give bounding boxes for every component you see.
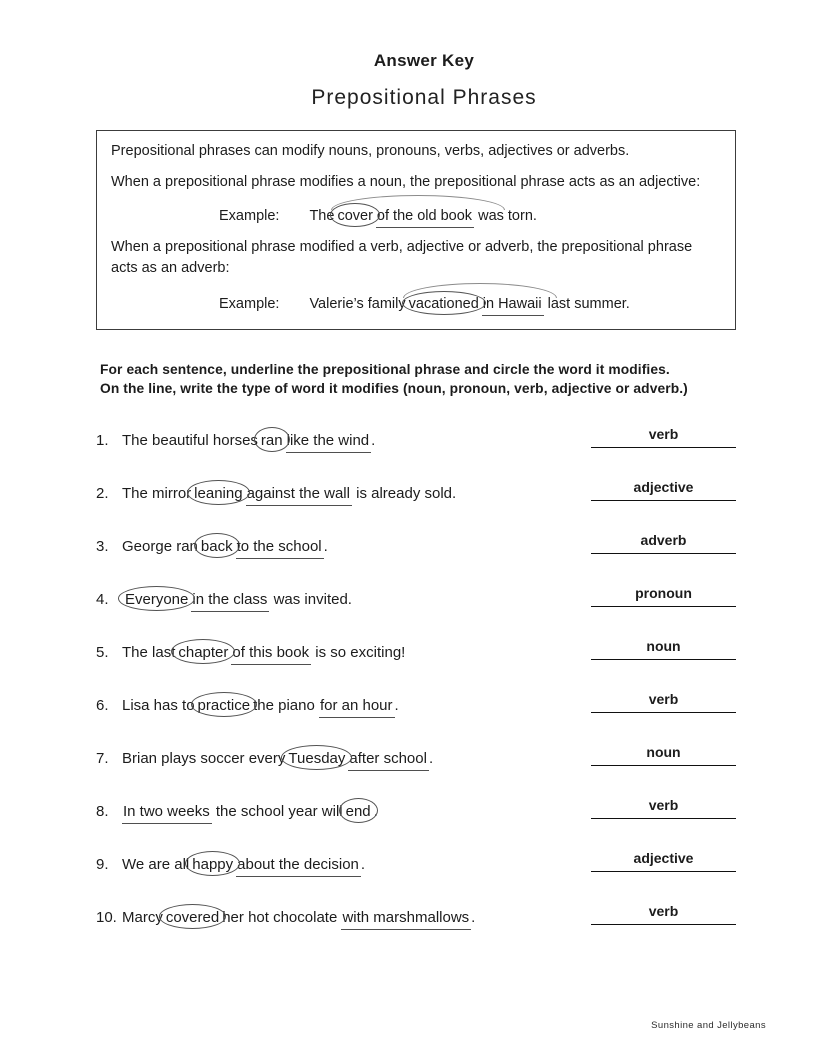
example-label: Example: xyxy=(219,208,280,224)
example-label: Example: xyxy=(219,296,280,312)
answer-blank xyxy=(591,796,736,819)
modified-word: chapter xyxy=(178,644,229,661)
sentence-text: is already sold. xyxy=(351,485,457,502)
sentence xyxy=(96,589,352,611)
prepositional-phrase: for an hour xyxy=(319,697,395,718)
sentence xyxy=(96,430,375,452)
answer-blank xyxy=(591,531,736,554)
answer-blank xyxy=(591,902,736,925)
sentence-text-container xyxy=(122,750,433,767)
info-box xyxy=(96,130,736,330)
sentence-text-container xyxy=(122,697,399,714)
prepositional-phrase: of the old book xyxy=(376,208,474,228)
sentence-text: . xyxy=(371,432,376,449)
sentence-row xyxy=(96,426,736,452)
instructions xyxy=(100,360,736,398)
sentence-text: is so exciting! xyxy=(311,644,406,661)
modified-word: vacationed xyxy=(408,296,479,312)
sentence-text: the piano xyxy=(253,697,319,714)
sentence-text: . xyxy=(373,803,378,820)
rule-adverb: When a prepositional phrase modified a verb, adjective or adverb, the prepositional phrase acts as an adverb: xyxy=(111,239,693,276)
sentence-text: . xyxy=(323,538,328,555)
sentence-number: 8. xyxy=(96,803,109,820)
answer-text: noun xyxy=(646,744,681,760)
answer-text: verb xyxy=(648,797,679,813)
answer-blank xyxy=(591,849,736,872)
sentence-text: The xyxy=(309,208,335,224)
answer-blank xyxy=(591,637,736,660)
sentence-number: 7. xyxy=(96,750,109,767)
sentence-text-container xyxy=(122,856,365,873)
sentence-text: her hot chocolate xyxy=(222,909,342,926)
answer-text: verb xyxy=(648,691,679,707)
sentence-text-container xyxy=(122,485,456,502)
sentence-text: Lisa has to xyxy=(122,697,195,714)
prepositional-phrase: in Hawaii xyxy=(482,296,544,316)
answer-text: adjective xyxy=(633,479,694,495)
sentence-text: last summer. xyxy=(543,296,630,312)
example-sentence-adverb xyxy=(309,296,629,312)
modifier-arc xyxy=(331,195,505,210)
modified-word: Tuesday xyxy=(288,750,346,767)
answer-text: noun xyxy=(646,638,681,654)
prepositional-phrase: about the decision xyxy=(236,856,361,877)
sentence-text: . xyxy=(394,697,399,714)
example-sentence-adjective xyxy=(309,208,536,224)
sentence xyxy=(96,642,405,664)
sentence-text: George ran xyxy=(122,538,198,555)
sentence-text: . xyxy=(360,856,366,873)
sentence-text-container xyxy=(122,591,352,608)
sentence-text: We are all xyxy=(122,856,190,873)
prepositional-phrase: after school xyxy=(348,750,429,771)
sentence xyxy=(96,483,456,505)
sentence-number: 1. xyxy=(96,432,109,449)
footer-credit: Sunshine and Jellybeans xyxy=(651,1020,766,1031)
sentence-text: Marcy xyxy=(122,909,163,926)
answer-text: verb xyxy=(648,426,679,442)
modified-word: Everyone xyxy=(125,591,189,608)
sentence-row xyxy=(96,744,736,770)
example-adverb xyxy=(219,294,721,315)
modified-word: cover xyxy=(337,208,373,224)
modified-word: leaning xyxy=(194,485,243,502)
sentence-text-container xyxy=(122,909,475,926)
answer-blank xyxy=(591,584,736,607)
answer-blank xyxy=(591,425,736,448)
sentence-row xyxy=(96,479,736,505)
prepositional-phrase: against the wall xyxy=(246,485,352,506)
sentence-row xyxy=(96,850,736,876)
answer-key-heading: Answer Key xyxy=(373,51,475,70)
sentence-text: was torn. xyxy=(474,208,537,224)
sentence-text: was invited. xyxy=(269,591,352,608)
sentence-text-container xyxy=(122,803,378,820)
sentence xyxy=(96,748,433,770)
sentence-text: Valerie’s family xyxy=(309,296,406,312)
sentence-row xyxy=(96,797,736,823)
sentence-number: 6. xyxy=(96,697,109,714)
sentence-number: 5. xyxy=(96,644,109,661)
worksheet-title: Prepositional Phrases xyxy=(311,86,537,109)
answer-text: adjective xyxy=(633,850,694,866)
answer-blank xyxy=(591,743,736,766)
example-adjective xyxy=(219,206,721,227)
sentence-text: . xyxy=(428,750,434,767)
rule-adjective: When a prepositional phrase modifies a noun, the prepositional phrase acts as an adjective: xyxy=(111,174,701,190)
sentence-text: the school year will xyxy=(211,803,343,820)
sentence-text: . xyxy=(471,909,476,926)
sentence-text: Brian plays soccer every xyxy=(122,750,286,767)
sentence-number: 3. xyxy=(96,538,109,555)
instructions-line-1: For each sentence, underline the prepositional phrase and circle the word it modifies. xyxy=(100,362,670,377)
sentence-row xyxy=(96,903,736,929)
instructions-line-2: On the line, write the type of word it modifies (noun, pronoun, verb, adjective or adverb.) xyxy=(100,381,688,396)
sentence-text-container xyxy=(122,432,375,449)
sentence-row xyxy=(96,585,736,611)
prepositional-phrase: in the class xyxy=(191,591,269,612)
sentence xyxy=(96,854,365,876)
sentence-text-container xyxy=(122,644,405,661)
sentence-text: The mirror xyxy=(122,485,192,502)
sentence xyxy=(96,536,328,558)
modified-word: practice xyxy=(197,697,251,714)
sentence-number: 2. xyxy=(96,485,109,502)
prepositional-phrase: to the school xyxy=(236,538,324,559)
prepositional-phrase: with marshmallows xyxy=(341,909,471,930)
sentence-text: The last xyxy=(122,644,176,661)
sentence xyxy=(96,695,399,717)
info-intro: Prepositional phrases can modify nouns, pronouns, verbs, adjectives or adverbs. xyxy=(111,143,630,159)
prepositional-phrase: of this book xyxy=(231,644,311,665)
answer-text: adverb xyxy=(640,532,687,548)
sentence-row xyxy=(96,691,736,717)
prepositional-phrase: like the wind xyxy=(286,432,372,453)
sentence-number: 9. xyxy=(96,856,109,873)
sentence-row xyxy=(96,638,736,664)
prepositional-phrase: In two weeks xyxy=(122,803,212,824)
answer-text: verb xyxy=(648,903,679,919)
sentence xyxy=(96,801,378,823)
answer-blank xyxy=(591,690,736,713)
modifier-arc xyxy=(403,283,557,298)
sentence-row xyxy=(96,532,736,558)
sentence xyxy=(96,907,475,929)
modified-word: covered xyxy=(165,909,220,926)
modified-word: end xyxy=(345,803,371,820)
sentence-text-container xyxy=(122,538,328,555)
sentence-text: The beautiful horses xyxy=(122,432,258,449)
modified-word: ran xyxy=(260,432,283,449)
sentence-list xyxy=(96,426,736,929)
modified-word: happy xyxy=(192,856,234,873)
modified-word: back xyxy=(200,538,233,555)
answer-blank xyxy=(591,478,736,501)
sentence-number: 4. xyxy=(96,591,109,608)
sentence-number: 10. xyxy=(96,909,117,926)
answer-text: pronoun xyxy=(635,585,692,601)
